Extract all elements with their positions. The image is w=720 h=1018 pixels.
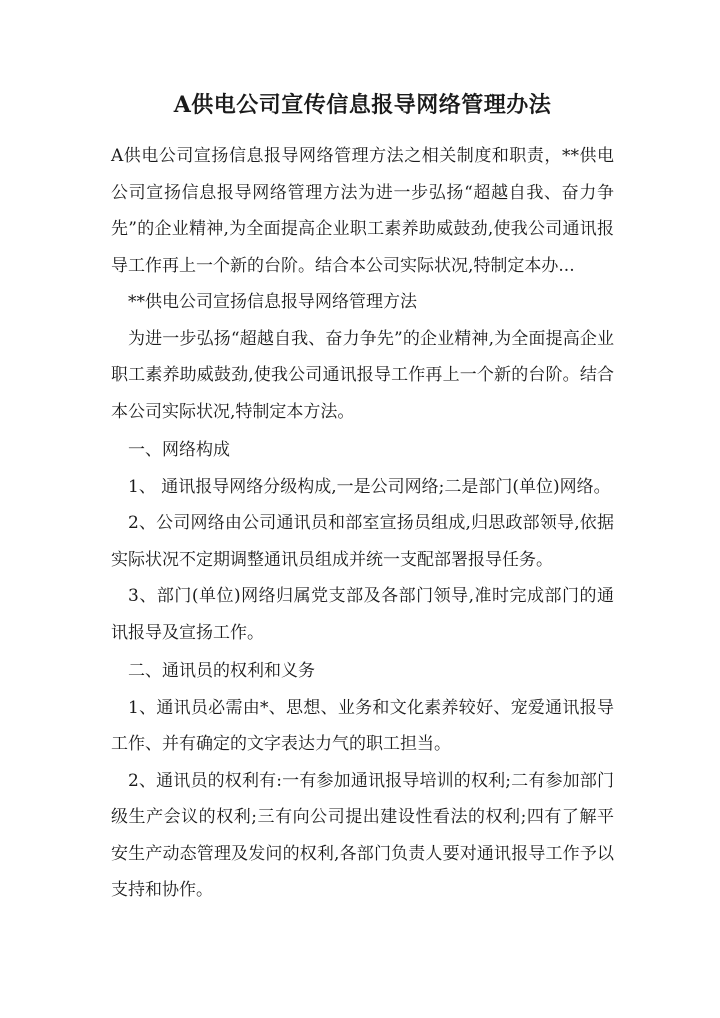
section-heading-rights: 二、通讯员的权利和义务: [128, 661, 315, 681]
subtitle-paragraph: **供电公司宣扬信息报导网络管理方法: [128, 292, 417, 312]
document-title: A供电公司宣传信息报导网络管理办法: [173, 92, 552, 118]
rights-item-1: 1、通讯员必需由*、思想、业务和文化素养较好、宠爱通讯报导工作、并有确定的文字表达力气的职工担当。: [111, 697, 614, 754]
purpose-paragraph: 为进一步弘扬“超越自我、奋力争先”的企业精神,为全面提高企业职工素养助威鼓劲,使我公司通讯报导工作再上一个新的台阶。结合本公司实际状况,特制定本方法。: [111, 328, 614, 422]
network-item-3: 3、部门(单位)网络归属党支部及各部门领导,准时完成部门的通讯报导及宣扬工作。: [111, 586, 614, 643]
intro-paragraph: A供电公司宣扬信息报导网络管理方法之相关制度和职责，**供电公司宣扬信息报导网络管理方法为进一步弘扬“超越自我、奋力争先”的企业精神,为全面提高企业职工素养助威鼓劲,使我公司通讯报导工作再上一个新的台阶。结合本公司实际状况,特制定本办...: [111, 146, 614, 276]
network-item-1: 1、 通讯报导网络分级构成,一是公司网络;二是部门(单位)网络。: [128, 476, 611, 497]
rights-item-2: 2、通讯员的权利有:一有参加通讯报导培训的权利;二有参加部门级生产会议的权利;三有向公司提出建设性看法的权利;四有了解平安生产动态管理及发问的权利,各部门负责人要对通讯报导工作予以支持和协作。: [111, 770, 614, 900]
network-item-2: 2、公司网络由公司通讯员和部室宣扬员组成,归思政部领导,依据实际状况不定期调整通讯员组成并统一支配部署报导任务。: [111, 513, 614, 570]
section-heading-network: 一、网络构成: [128, 440, 230, 460]
